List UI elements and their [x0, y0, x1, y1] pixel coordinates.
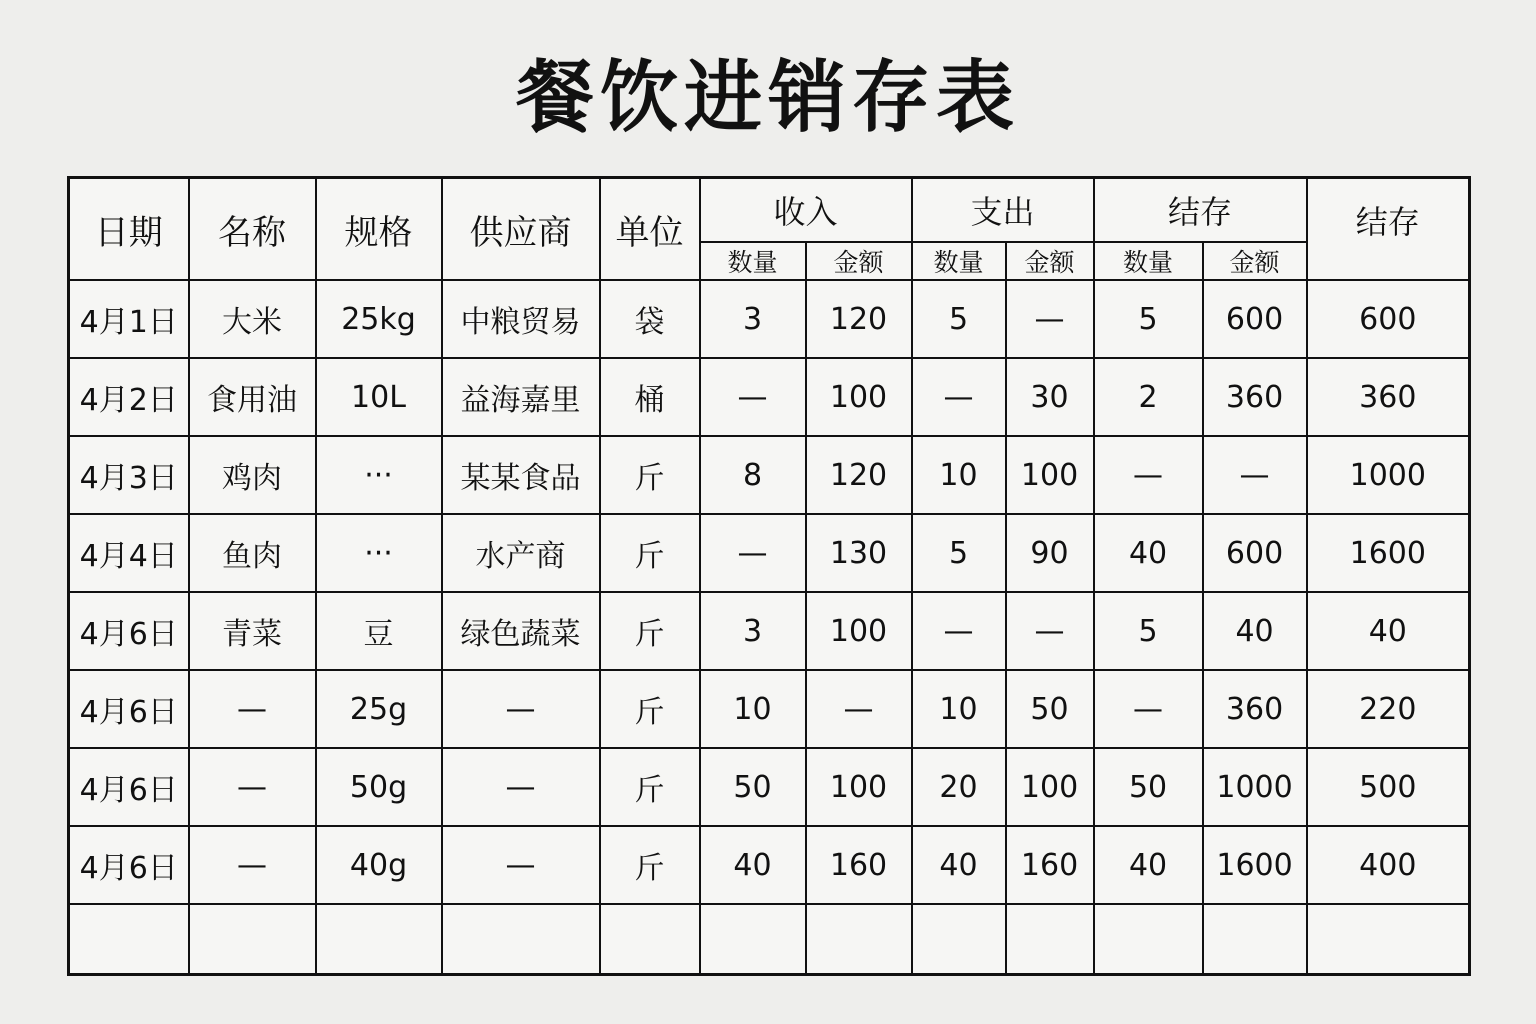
balance-qty-cell: —: [1094, 436, 1203, 514]
supplier-cell: —: [442, 748, 600, 826]
date-cell: 4月6日: [69, 592, 189, 670]
empty-cell: [316, 904, 442, 975]
income-qty-cell: —: [700, 358, 806, 436]
balance-amount-cell: 360: [1203, 358, 1307, 436]
unit-cell: 斤: [600, 826, 700, 904]
empty-cell: [700, 904, 806, 975]
expense-amount-cell: 100: [1006, 748, 1094, 826]
empty-cell: [600, 904, 700, 975]
balance-qty-cell: 2: [1094, 358, 1203, 436]
table-body: [69, 280, 1470, 975]
header-supplier: 供应商: [442, 178, 600, 281]
unit-cell: 斤: [600, 514, 700, 592]
empty-cell: [912, 904, 1006, 975]
name-cell: 食用油: [189, 358, 316, 436]
name-cell: 大米: [189, 280, 316, 358]
unit-cell: 斤: [600, 670, 700, 748]
income-amount-cell: 130: [806, 514, 912, 592]
date-cell: 4月6日: [69, 670, 189, 748]
balance-total-cell: 40: [1307, 592, 1470, 670]
header-name: 名称: [189, 178, 316, 281]
income-amount-cell: 100: [806, 592, 912, 670]
table-row: [69, 592, 1470, 670]
supplier-cell: —: [442, 670, 600, 748]
table-row: [69, 748, 1470, 826]
expense-qty-cell: 5: [912, 514, 1006, 592]
name-cell: 鸡肉: [189, 436, 316, 514]
expense-qty-cell: 40: [912, 826, 1006, 904]
spec-cell: ···: [316, 436, 442, 514]
balance-total-cell: 600: [1307, 280, 1470, 358]
unit-cell: 斤: [600, 592, 700, 670]
supplier-cell: —: [442, 826, 600, 904]
expense-qty-cell: 10: [912, 670, 1006, 748]
balance-qty-cell: 40: [1094, 826, 1203, 904]
spec-cell: 10L: [316, 358, 442, 436]
empty-cell: [69, 904, 189, 975]
balance-qty-cell: 5: [1094, 280, 1203, 358]
balance-total-cell: 220: [1307, 670, 1470, 748]
income-amount-cell: 120: [806, 280, 912, 358]
income-qty-cell: 3: [700, 592, 806, 670]
empty-cell: [1307, 904, 1470, 975]
income-amount-cell: 160: [806, 826, 912, 904]
expense-qty-cell: —: [912, 358, 1006, 436]
spec-cell: 豆: [316, 592, 442, 670]
header-unit: 单位: [600, 178, 700, 281]
spec-cell: ···: [316, 514, 442, 592]
balance-amount-cell: 1000: [1203, 748, 1307, 826]
header-spec: 规格: [316, 178, 442, 281]
header-expense: 支出: [912, 178, 1094, 243]
spec-cell: 50g: [316, 748, 442, 826]
header-income-amount: 金额: [806, 242, 912, 280]
unit-cell: 袋: [600, 280, 700, 358]
date-cell: 4月6日: [69, 826, 189, 904]
header-balance-total: 结存: [1307, 178, 1470, 281]
empty-row: [69, 904, 1470, 975]
expense-amount-cell: —: [1006, 280, 1094, 358]
empty-cell: [189, 904, 316, 975]
spec-cell: 40g: [316, 826, 442, 904]
balance-qty-cell: —: [1094, 670, 1203, 748]
expense-qty-cell: 10: [912, 436, 1006, 514]
expense-qty-cell: 5: [912, 280, 1006, 358]
balance-total-cell: 400: [1307, 826, 1470, 904]
balance-amount-cell: 600: [1203, 514, 1307, 592]
supplier-cell: 中粮贸易: [442, 280, 600, 358]
name-cell: —: [189, 826, 316, 904]
header-balance-qty: 数量: [1094, 242, 1203, 280]
table-row: [69, 280, 1470, 358]
balance-amount-cell: 360: [1203, 670, 1307, 748]
balance-total-cell: 500: [1307, 748, 1470, 826]
date-cell: 4月3日: [69, 436, 189, 514]
balance-qty-cell: 50: [1094, 748, 1203, 826]
page-title: 餐饮进销存表: [515, 53, 1020, 143]
header-date: 日期: [69, 178, 189, 281]
expense-qty-cell: 20: [912, 748, 1006, 826]
spec-cell: 25kg: [316, 280, 442, 358]
empty-cell: [442, 904, 600, 975]
unit-cell: 斤: [600, 748, 700, 826]
expense-amount-cell: 100: [1006, 436, 1094, 514]
supplier-cell: 绿色蔬菜: [442, 592, 600, 670]
income-qty-cell: 10: [700, 670, 806, 748]
header-expense-qty: 数量: [912, 242, 1006, 280]
date-cell: 4月1日: [69, 280, 189, 358]
expense-amount-cell: 50: [1006, 670, 1094, 748]
income-amount-cell: 100: [806, 748, 912, 826]
expense-amount-cell: 160: [1006, 826, 1094, 904]
name-cell: 青菜: [189, 592, 316, 670]
income-qty-cell: 50: [700, 748, 806, 826]
spec-cell: 25g: [316, 670, 442, 748]
income-qty-cell: 3: [700, 280, 806, 358]
expense-amount-cell: —: [1006, 592, 1094, 670]
empty-cell: [806, 904, 912, 975]
header-income-qty: 数量: [700, 242, 806, 280]
header-balance: 结存: [1094, 178, 1307, 243]
supplier-cell: 水产商: [442, 514, 600, 592]
balance-total-cell: 1600: [1307, 514, 1470, 592]
date-cell: 4月4日: [69, 514, 189, 592]
balance-amount-cell: 1600: [1203, 826, 1307, 904]
empty-cell: [1094, 904, 1203, 975]
name-cell: —: [189, 748, 316, 826]
unit-cell: 斤: [600, 436, 700, 514]
date-cell: 4月6日: [69, 748, 189, 826]
name-cell: —: [189, 670, 316, 748]
empty-cell: [1006, 904, 1094, 975]
expense-qty-cell: —: [912, 592, 1006, 670]
inventory-table: [67, 176, 1471, 976]
expense-amount-cell: 90: [1006, 514, 1094, 592]
income-qty-cell: 8: [700, 436, 806, 514]
balance-total-cell: 1000: [1307, 436, 1470, 514]
table-row: [69, 436, 1470, 514]
header-expense-amount: 金额: [1006, 242, 1094, 280]
supplier-cell: 某某食品: [442, 436, 600, 514]
income-qty-cell: 40: [700, 826, 806, 904]
name-cell: 鱼肉: [189, 514, 316, 592]
income-amount-cell: 100: [806, 358, 912, 436]
table-row: [69, 670, 1470, 748]
unit-cell: 桶: [600, 358, 700, 436]
date-cell: 4月2日: [69, 358, 189, 436]
balance-amount-cell: —: [1203, 436, 1307, 514]
balance-amount-cell: 40: [1203, 592, 1307, 670]
income-qty-cell: —: [700, 514, 806, 592]
header-balance-amount: 金额: [1203, 242, 1307, 280]
expense-amount-cell: 30: [1006, 358, 1094, 436]
balance-total-cell: 360: [1307, 358, 1470, 436]
header-income: 收入: [700, 178, 912, 243]
table-row: [69, 514, 1470, 592]
balance-qty-cell: 40: [1094, 514, 1203, 592]
table-row: [69, 358, 1470, 436]
supplier-cell: 益海嘉里: [442, 358, 600, 436]
table-row: [69, 826, 1470, 904]
empty-cell: [1203, 904, 1307, 975]
balance-amount-cell: 600: [1203, 280, 1307, 358]
income-amount-cell: —: [806, 670, 912, 748]
income-amount-cell: 120: [806, 436, 912, 514]
balance-qty-cell: 5: [1094, 592, 1203, 670]
